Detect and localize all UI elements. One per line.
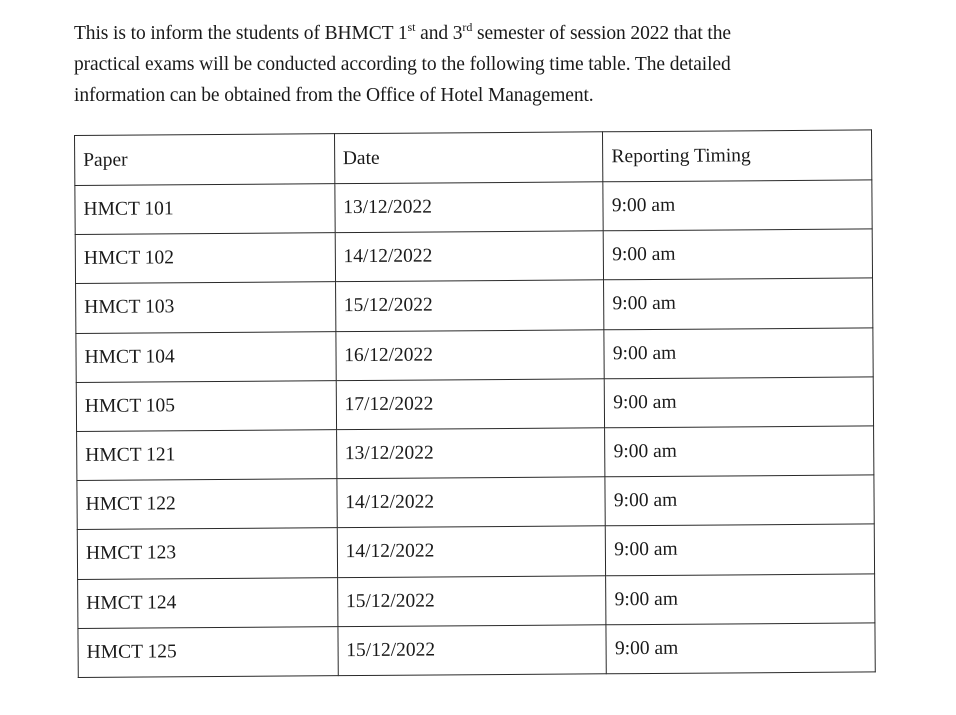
table-row <box>78 623 875 678</box>
table-row <box>76 278 873 333</box>
paper-cell: HMCT 105 <box>76 380 336 431</box>
timing-cell: 9:00 am <box>605 377 874 428</box>
notice-line-1 <box>74 18 834 49</box>
timing-cell: 9:00 am <box>606 524 875 575</box>
paper-cell: HMCT 124 <box>78 577 338 628</box>
timing-cell: 9:00 am <box>604 278 873 329</box>
date-cell: 14/12/2022 <box>335 231 604 282</box>
table-row <box>77 524 874 579</box>
header-date: Date <box>334 132 603 184</box>
timing-cell: 9:00 am <box>603 180 872 231</box>
paper-cell: HMCT 103 <box>76 282 336 333</box>
notice-line-2: practical exams will be conducted according to the following time table. The detailed <box>74 54 731 75</box>
timing-cell: 9:00 am <box>605 426 874 477</box>
timing-cell: 9:00 am <box>604 229 873 280</box>
notice-line-3: information can be obtained from the Office of Hotel Management. <box>74 85 594 106</box>
paper-cell: HMCT 104 <box>76 331 336 382</box>
paper-cell: HMCT 102 <box>75 233 335 284</box>
date-cell: 13/12/2022 <box>336 428 605 479</box>
paper-cell: HMCT 123 <box>77 528 337 579</box>
date-cell: 14/12/2022 <box>337 526 606 577</box>
timing-cell: 9:00 am <box>604 327 873 378</box>
table-row <box>78 573 875 628</box>
third-ordinal-suffix: rd <box>462 19 473 34</box>
date-cell: 14/12/2022 <box>337 477 606 528</box>
timing-cell: 9:00 am <box>605 475 874 526</box>
paper-cell: HMCT 125 <box>78 626 338 677</box>
date-cell: 15/12/2022 <box>335 280 604 331</box>
header-reporting-timing: Reporting Timing <box>603 130 872 182</box>
first-ordinal-suffix: st <box>407 19 416 34</box>
table-row <box>75 180 872 235</box>
notice-text-middle: and 3 <box>415 23 463 44</box>
date-cell: 15/12/2022 <box>337 575 606 626</box>
table-row <box>76 327 873 382</box>
date-cell: 13/12/2022 <box>334 182 603 233</box>
table-row <box>77 475 874 530</box>
timing-cell: 9:00 am <box>606 623 875 674</box>
notice-paragraph <box>74 18 834 111</box>
paper-cell: HMCT 101 <box>75 184 335 235</box>
paper-cell: HMCT 122 <box>77 479 337 530</box>
table-row <box>77 426 874 481</box>
date-cell: 17/12/2022 <box>336 379 605 430</box>
notice-text-start: This is to inform the students of BHMCT 1 <box>74 23 408 44</box>
exam-timetable <box>74 129 876 677</box>
date-cell: 15/12/2022 <box>338 624 607 675</box>
paper-cell: HMCT 121 <box>77 430 337 481</box>
timing-cell: 9:00 am <box>606 573 875 624</box>
table-row <box>76 377 873 432</box>
table-row <box>75 229 872 284</box>
header-paper: Paper <box>75 134 335 186</box>
notice-text-end: semester of session 2022 that the <box>472 23 731 44</box>
table-header-row <box>75 130 872 186</box>
date-cell: 16/12/2022 <box>336 329 605 380</box>
